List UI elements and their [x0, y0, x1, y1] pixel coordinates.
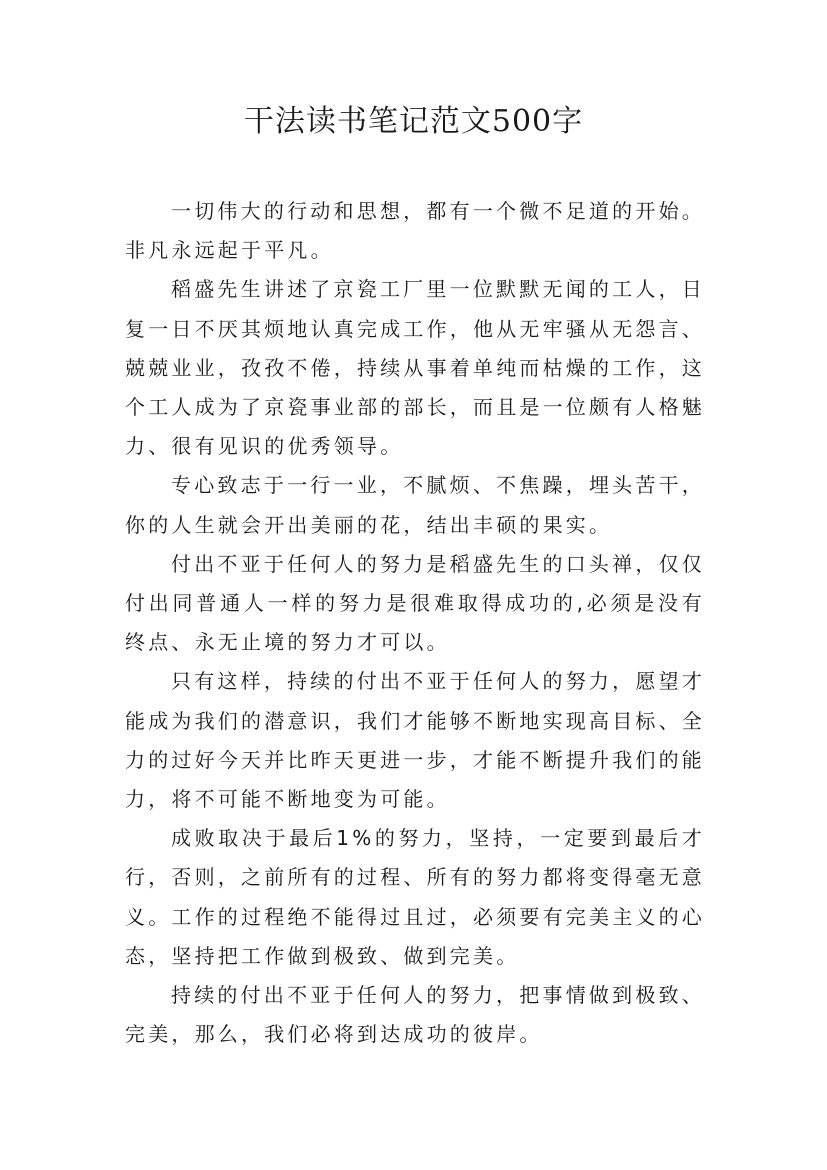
paragraph: 付出不亚于任何人的努力是稻盛先生的口头禅，仅仅付出同普通人一样的努力是很难取得成功的,必须是没有终点、永无止境的努力才可以。	[125, 551, 705, 655]
paragraph: 专心致志于一行一业，不腻烦、不焦躁，埋头苦干，你的人生就会开出美丽的花，结出丰硕的果实。	[125, 473, 705, 537]
paragraph: 成败取决于最后1%的努力，坚持，一定要到最后才行，否则，之前所有的过程、所有的努力都将变得毫无意义。工作的过程绝不能得过且过，必须要有完美主义的心态，坚持把工作做到极致、做到完美。	[125, 826, 705, 968]
paragraph: 一切伟大的行动和思想，都有一个微不足道的开始。非凡永远起于平凡。	[125, 199, 705, 263]
paragraph: 稻盛先生讲述了京瓷工厂里一位默默无闻的工人，日复一日不厌其烦地认真完成工作，他从无牢骚从无怨言、兢兢业业，孜孜不倦，持续从事着单纯而枯燥的工作，这个工人成为了京瓷事业部的部长，而且是一位颇有人格魅力、很有见识的优秀领导。	[125, 277, 705, 459]
document-body	[125, 192, 705, 1054]
paragraph: 持续的付出不亚于任何人的努力，把事情做到极致、完美，那么，我们必将到达成功的彼岸。	[125, 983, 705, 1047]
document-title: 干法读书笔记范文500字	[243, 104, 584, 139]
paragraph: 只有这样，持续的付出不亚于任何人的努力，愿望才能成为我们的潜意识，我们才能够不断地实现高目标、全力的过好今天并比昨天更进一步，才能不断提升我们的能力，将不可能不断地变为可能。	[125, 669, 705, 812]
